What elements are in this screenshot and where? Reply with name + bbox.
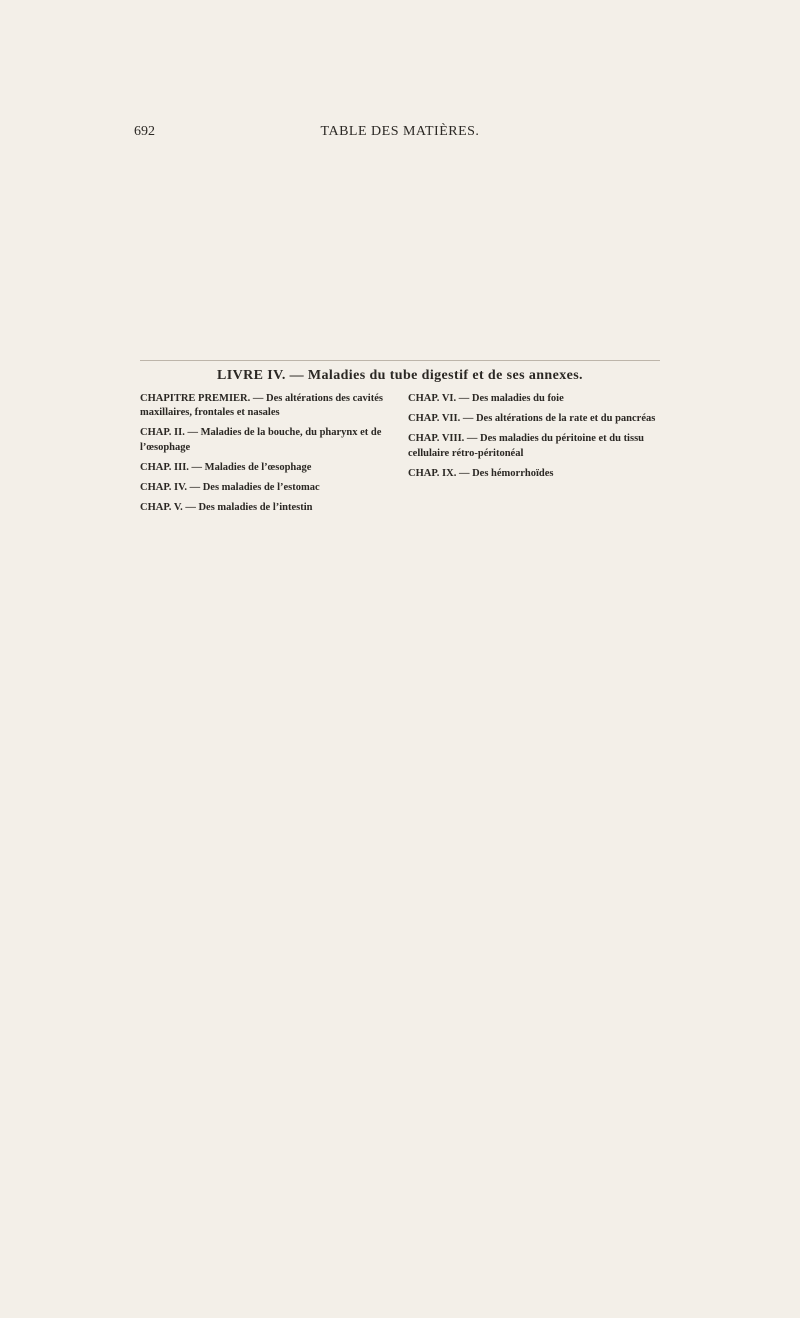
toc-entry — [140, 481, 388, 495]
toc-entry — [408, 432, 656, 460]
toc-entry — [408, 412, 656, 426]
toc-entry-text: CHAP. III. — Maladies de l’œsophage — [140, 461, 312, 473]
toc-entry — [408, 392, 656, 406]
page-header — [134, 124, 666, 146]
toc-entry — [140, 461, 388, 475]
running-title: TABLE DES MATIÈRES. — [320, 124, 480, 139]
toc-entry-text: CHAP. IX. — Des hémorrhoïdes — [408, 467, 554, 479]
toc-entry-text: CHAPITRE PREMIER. — Des altérations des cavités maxillaires, frontales et nasales — [140, 393, 383, 419]
toc-left — [140, 392, 388, 521]
toc-entry-text: CHAP. IV. — Des maladies de l’estomac — [140, 481, 320, 493]
toc-entry — [140, 501, 388, 515]
toc-entry — [140, 426, 388, 454]
toc-entry-text: CHAP. V. — Des maladies de l’intestin — [140, 502, 313, 514]
toc-right — [408, 392, 656, 487]
section-rule — [140, 360, 660, 361]
toc-entry — [140, 392, 388, 420]
toc-entry — [408, 467, 656, 481]
toc-entry-text: CHAP. VIII. — Des maladies du péritoine et du tissu cellulaire rétro-péritonéal — [408, 433, 644, 459]
toc-entry-text: CHAP. II. — Maladies de la bouche, du pharynx et de l’œsophage — [140, 427, 382, 453]
page-number: 692 — [134, 124, 155, 139]
toc-entry-text: CHAP. VII. — Des altérations de la rate et du pancréas — [408, 413, 656, 425]
toc-entry-text: CHAP. VI. — Des maladies du foie — [408, 393, 564, 404]
book-title: LIVRE IV. — Maladies du tube digestif et de ses annexes. — [217, 368, 583, 383]
